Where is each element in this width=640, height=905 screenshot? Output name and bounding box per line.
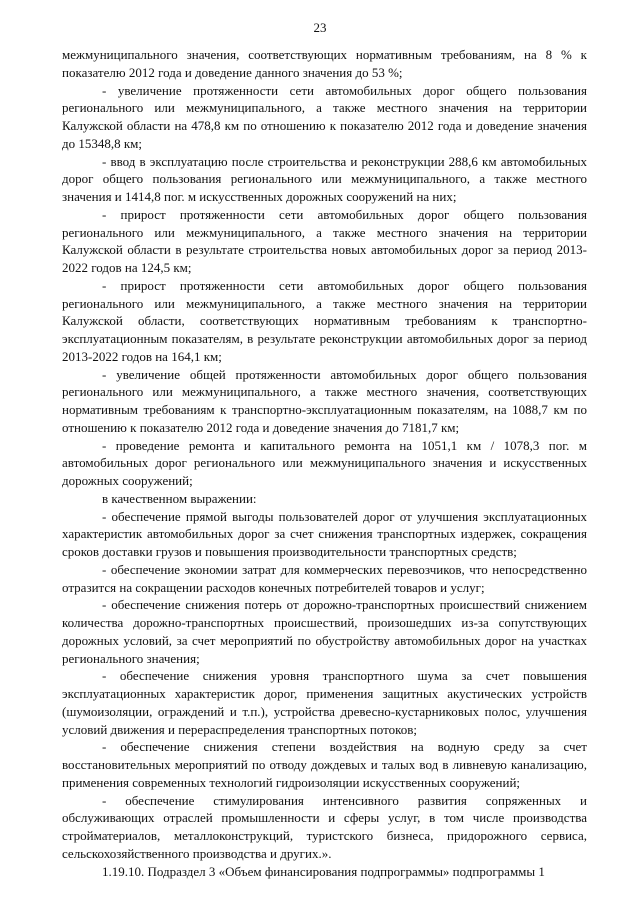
- paragraph-water-impact: - обеспечение снижения степени воздействия на водную среду за счет восстановительных мероприятий по отводу дождевых и талых вод в ливневую канализацию, применения современных технологий гидроизоляции искусственных сооружений;: [62, 739, 587, 790]
- paragraph-industry-stimulation: - обеспечение стимулирования интенсивного развития сопряженных и обслуживающих отраслей промышленности и сферы услуг, в том числе производства стройматериалов, металлоконструкций, туристского бизнеса, придорожного сервиса, сельскохозяйственного производства и других.».: [62, 792, 587, 861]
- paragraph-new-roads-growth: - прирост протяженности сети автомобильных дорог общего пользования регионального или межмуниципального, а также местного значения на территории Калужской области в результате строительства новых автомобильных дорог за период 2013-2022 годов на 124,5 км;: [62, 206, 587, 275]
- paragraph-repairs: - проведение ремонта и капитального ремонта на 1051,1 км / 1078,3 пог. м автомобильных дорог регионального или межмуниципального значения и искусственных дорожных сооружений;: [62, 437, 587, 488]
- paragraph-continuation: межмуниципального значения, соответствующих нормативным требованиям, на 8 % к показателю 2012 года и доведение данного значения до 53 %;: [62, 47, 587, 80]
- paragraph-commissioning: - ввод в эксплуатацию после строительства и реконструкции 288,6 км автомобильных дорог общего пользования регионального или межмуниципального, а также местного значения и 1414,8 пог. м искусственных дорожных сооружений на них;: [62, 153, 587, 204]
- page-number: 23: [313, 20, 327, 35]
- paragraph-user-benefit: - обеспечение прямой выгоды пользователей дорог от улучшения эксплуатационных характеристик автомобильных дорог за счет снижения транспортных издержек, сокращения сроков доставки грузов и повышения производительности транспортных средств;: [62, 508, 587, 559]
- paragraph-road-network-length: - увеличение протяженности сети автомобильных дорог общего пользования регионального или межмуниципального, а также местного значения на территории Калужской области на 478,8 км по отношению к показателю 2012 года и доведение значения до 15348,8 км;: [62, 82, 587, 151]
- paragraph-reconstruction-growth: - прирост протяженности сети автомобильных дорог общего пользования регионального или межмуниципального, а также местного значения на территории Калужской области, соответствующих нормативным требованиям к транспортно-эксплуатационным показателям, в результате реконструкции автомобильных дорог за период 2013-2022 годов на 164,1 км;: [62, 277, 587, 364]
- paragraph-section-reference: 1.19.10. Подраздел 3 «Объем финансирования подпрограммы» подпрограммы 1: [102, 863, 545, 879]
- paragraph-carrier-savings: - обеспечение экономии затрат для коммерческих перевозчиков, что непосредственно отразится на сокращении расходов конечных потребителей товаров и услуг;: [62, 561, 587, 595]
- paragraph-total-length-increase: - увеличение общей протяженности автомобильных дорог общего пользования регионального или межмуниципального, а также местного значения, соответствующих нормативным требованиям к транспортно-эксплуатационным показателям, на 1088,7 км по отношению к показателю 2012 года и доведение значения до 7181,7 км;: [62, 366, 587, 435]
- paragraph-noise-reduction: - обеспечение снижения уровня транспортного шума за счет повышения эксплуатационных характеристик дорог, применения защитных акустических устройств (шумоизоляции, ограждений и т.п.), устройства древесно-кустарниковых полос, улучшения условий движения и перераспределения транспортных потоков;: [62, 668, 587, 737]
- paragraph-qualitative-heading: в качественном выражении:: [102, 490, 257, 506]
- document-body: [62, 46, 587, 880]
- paragraph-accident-reduction: - обеспечение снижения потерь от дорожно-транспортных происшествий снижением количества дорожно-транспортных происшествий, произошедших из-за сопутствующих дорожных условий, за счет мероприятий по обустройству автомобильных дорог на участках регионального значения;: [62, 597, 587, 666]
